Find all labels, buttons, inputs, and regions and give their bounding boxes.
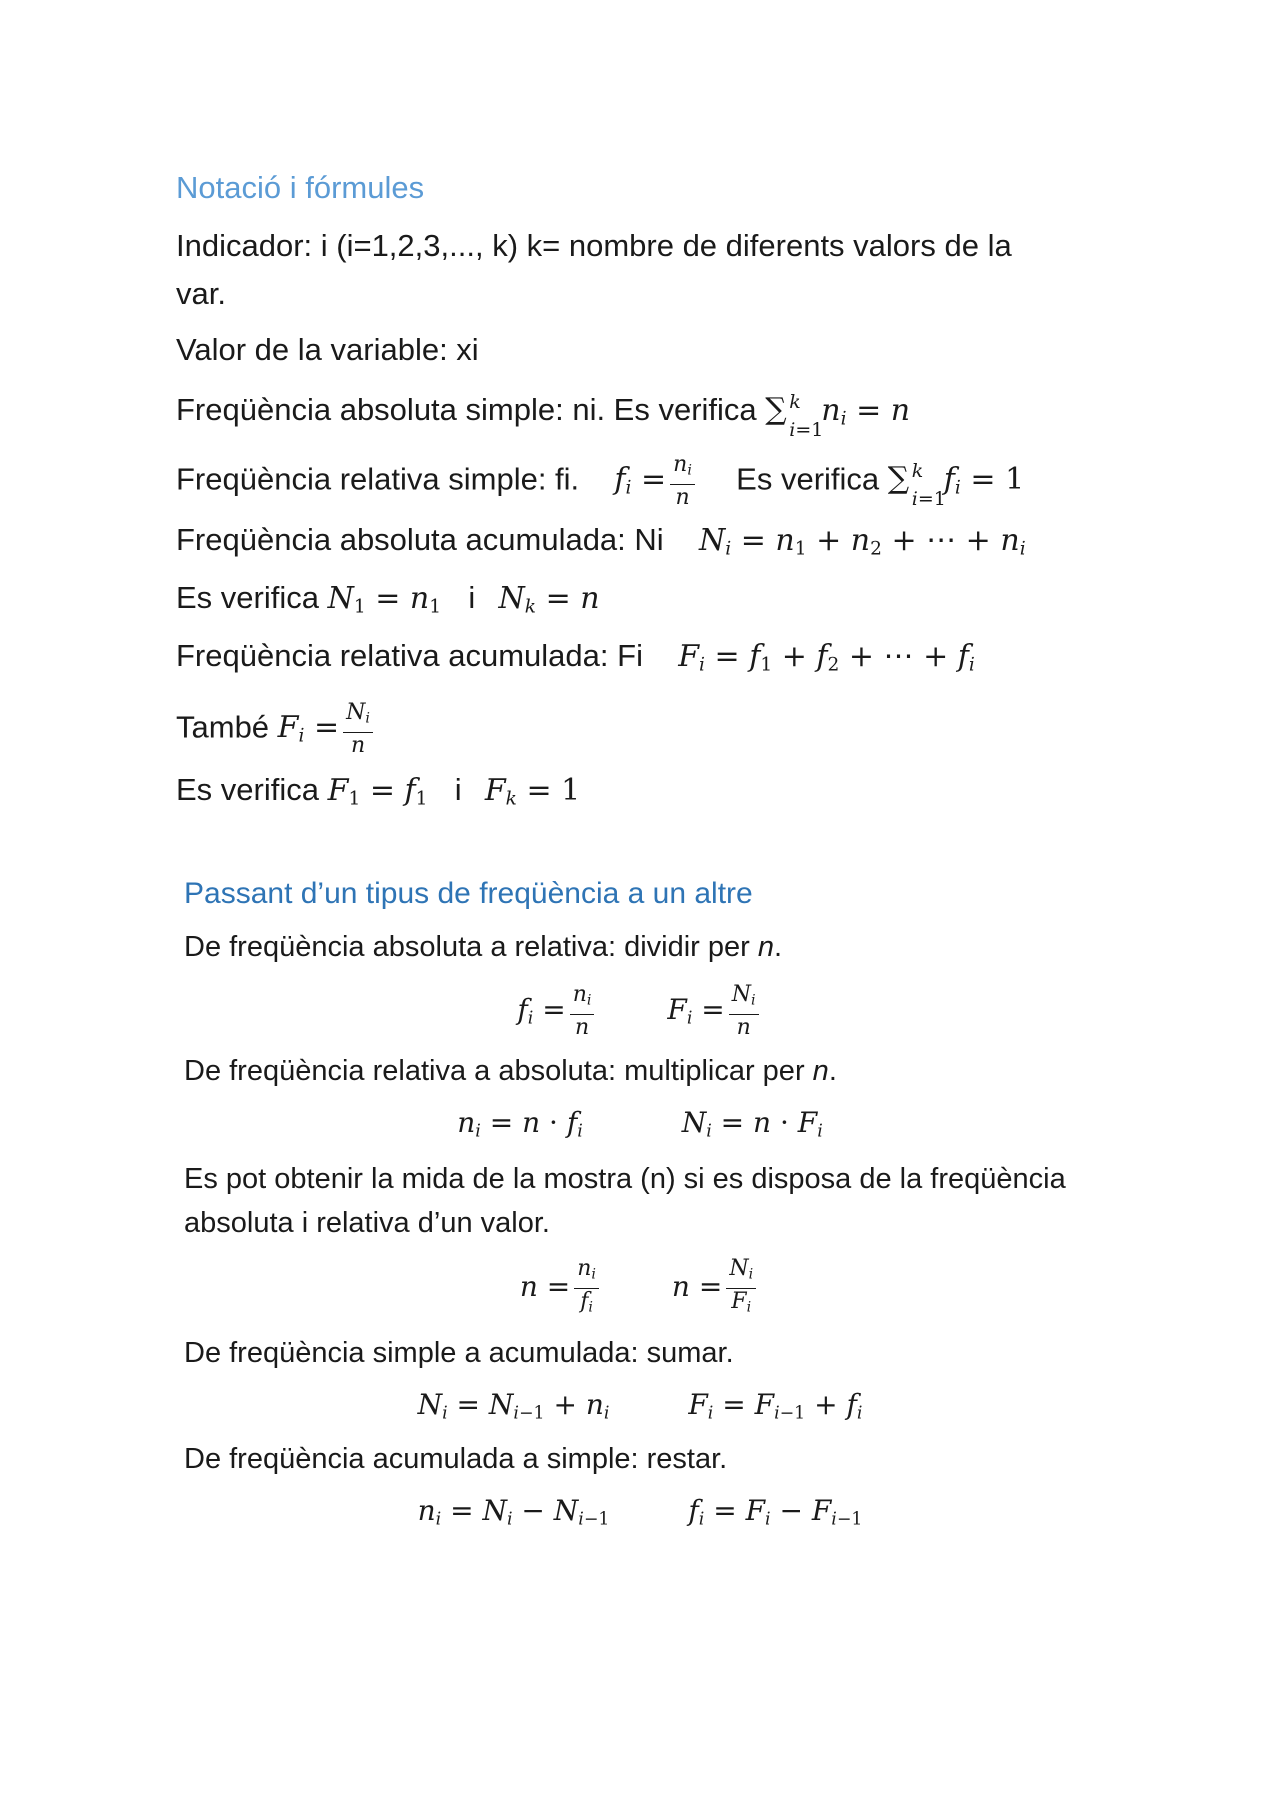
section-title-notation: Notació i fórmules <box>176 170 425 205</box>
abs-to-rel-label: De freqüència absoluta a relativa: dividir per <box>184 931 750 963</box>
i-connector-1: i <box>468 580 476 615</box>
sample-size-line-1: Es pot obtenir la mida de la mostra (n) si es disposa de la freqüència <box>184 1163 1066 1195</box>
rel-simple-verifies: Es verifica <box>736 461 880 497</box>
sample-size-line-2: absoluta i relativa d’un valor. <box>184 1207 550 1239</box>
abs-cum-verifies-line <box>176 578 600 628</box>
formula-Fi-Ni-over-n: $F_i$ = $\frac{N_i}{n}$ <box>667 993 762 1026</box>
formula-Ni-cumulative: $N_i = N_{i-1} + n_i$ <box>417 1388 610 1424</box>
rel-cum-line <box>176 636 975 686</box>
sample-size-formulas <box>0 1256 1280 1320</box>
rel-cum-label: Freqüència relativa acumulada: Fi <box>176 638 643 673</box>
rel-to-abs-formulas <box>0 1106 1280 1141</box>
formula-fi-ni-over-n: $f_i$ = $\frac{n_i}{n}$ <box>517 993 598 1026</box>
formula-Ni-n-times-Fi: $N_i = n \cdot F_i$ <box>681 1106 823 1142</box>
simple-to-cum-formulas <box>0 1388 1280 1423</box>
abs-cum-verifies-formula-1: $N_1 = n_1$ <box>327 581 442 618</box>
variable-value-line: Valor de la variable: xi <box>176 332 479 367</box>
simple-to-cum-line: De freqüència simple a acumulada: sumar. <box>184 1337 734 1369</box>
rel-cum-verifies-line <box>176 770 580 820</box>
abs-to-rel-line: De freqüència absoluta a relativa: dividir per n. <box>184 931 783 963</box>
indicator-line-1: Indicador: i (i=1,2,3,..., k) k= nombre de diferents valors de la <box>176 228 1012 263</box>
rel-cum-verifies-formula-2: $F_k = 1$ <box>484 773 581 810</box>
cum-to-simple-line: De freqüència acumulada a simple: restar. <box>184 1443 728 1475</box>
tambe-label: També <box>176 709 270 745</box>
i-connector-2: i <box>454 772 462 807</box>
tambe-line <box>176 700 377 759</box>
formula-ni-n-times-fi: $n_i = n \cdot f_i$ <box>457 1106 583 1142</box>
abs-cum-line <box>176 520 1026 570</box>
rel-simple-formula: $f_i$ = $\frac{n_i}{n}$ <box>614 462 699 497</box>
indicator-line-2: var. <box>176 276 226 311</box>
tambe-formula: $F_i$ = $\frac{N_i}{n}$ <box>278 710 377 745</box>
abs-simple-formula: ∑ k i=1 $n_i = n$ <box>765 391 911 441</box>
abs-to-rel-formulas <box>0 982 1280 1041</box>
formula-Fi-cumulative: $F_i = F_{i-1} + f_i$ <box>688 1388 863 1424</box>
abs-simple-label: Freqüència absoluta simple: ni. Es verifica <box>176 392 757 427</box>
formula-n-ni-over-fi: n = $\frac{n_i}{f_i}$ <box>520 1270 603 1303</box>
formula-ni-difference: $n_i = N_i - N_{i-1}$ <box>417 1494 610 1530</box>
rel-simple-line <box>176 452 1024 511</box>
rel-cum-verifies-formula-1: $F_1 = f_1$ <box>327 773 428 810</box>
formula-fi-difference: $f_i = F_i - F_{i-1}$ <box>688 1494 863 1530</box>
rel-to-abs-label: De freqüència relativa a absoluta: multiplicar per <box>184 1055 805 1087</box>
abs-cum-label: Freqüència absoluta acumulada: Ni <box>176 522 664 557</box>
abs-cum-formula: $N_i = n_1 + n_2$ + ⋯ + $n_i$ <box>698 523 1026 560</box>
abs-cum-verifies-formula-2: $N_k = n$ <box>498 581 600 618</box>
abs-simple-line <box>176 390 910 440</box>
rel-simple-label: Freqüència relativa simple: fi. <box>176 461 580 497</box>
rel-to-abs-line: De freqüència relativa a absoluta: multiplicar per n. <box>184 1055 837 1087</box>
rel-cum-formula: $F_i = f_1 + f_2$ + ⋯ + $f_i$ <box>678 639 975 676</box>
abs-cum-verifies-label: Es verifica <box>176 580 319 615</box>
cum-to-simple-formulas <box>0 1494 1280 1529</box>
rel-simple-sum-formula: ∑ k i=1 $f_i = 1$ <box>887 460 1025 511</box>
formula-n-Ni-over-Fi: n = $\frac{N_i}{F_i}$ <box>672 1270 760 1303</box>
rel-cum-verifies-label: Es verifica <box>176 772 319 807</box>
section-title-conversion: Passant d’un tipus de freqüència a un altre <box>184 877 753 910</box>
